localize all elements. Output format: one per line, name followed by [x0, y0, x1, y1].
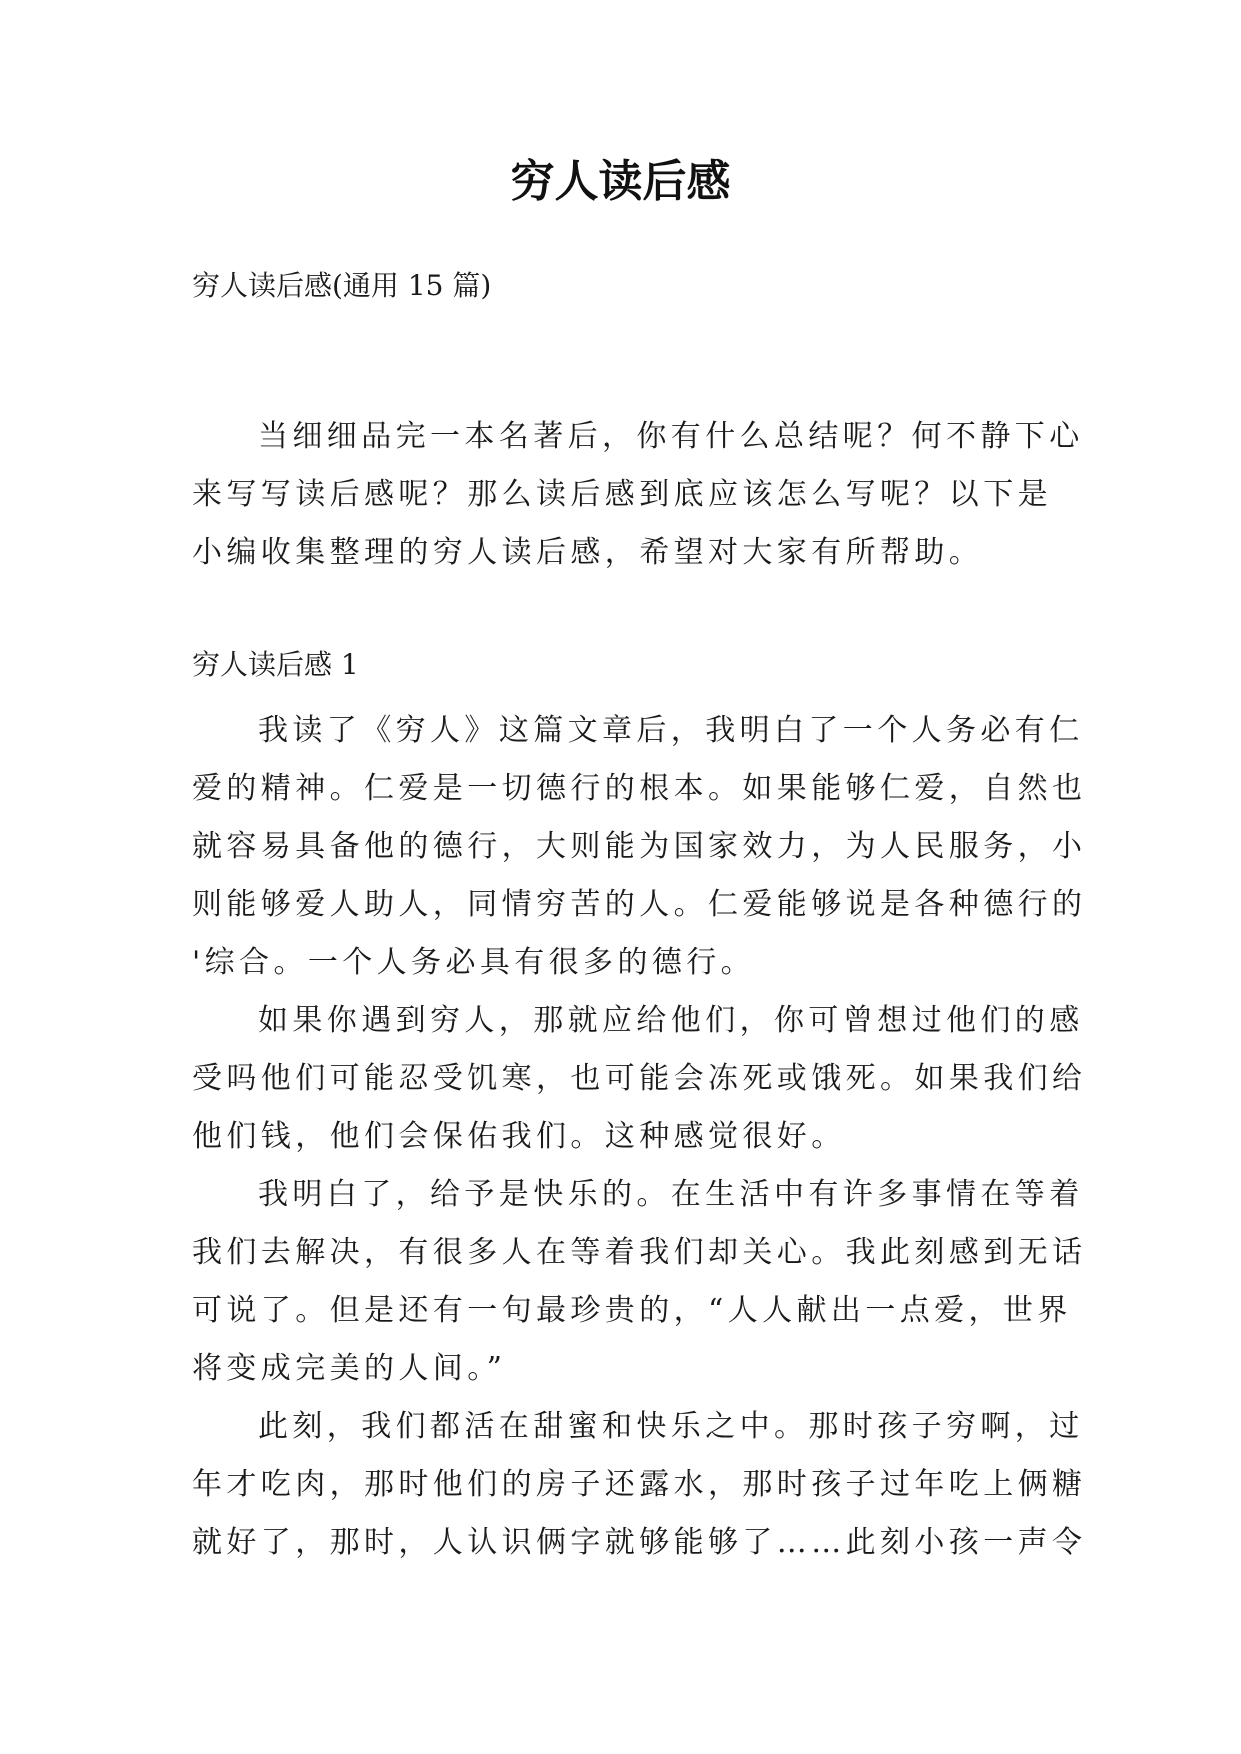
intro-line: 当细细品完一本名著后，你有什么总结呢？何不静下心 [258, 419, 1084, 454]
paragraph-line: 可说了。但是还有一句最珍贵的，“人人献出一点爱，世界 [192, 1293, 1072, 1328]
paragraph-line: 爱的精神。仁爱是一切德行的根本。如果能够仁爱，自然也 [192, 771, 1087, 806]
body-paragraph [192, 1398, 1087, 1572]
document-title: 穷人读后感 [510, 156, 731, 207]
intro-line: 小编收集整理的穷人读后感，希望对大家有所帮助。 [192, 535, 984, 570]
body-paragraph [192, 702, 1087, 992]
body-paragraph [192, 1166, 1087, 1398]
paragraph-line: 我明白了，给予是快乐的。在生活中有许多事情在等着 [258, 1177, 1084, 1212]
paragraph-line: 年才吃肉，那时他们的房子还露水，那时孩子过年吃上俩糖 [192, 1467, 1087, 1502]
paragraph-line: 就容易具备他的德行，大则能为国家效力，为人民服务，小 [192, 829, 1087, 864]
paragraph-line: '综合。一个人务必具有很多的德行。 [192, 945, 756, 980]
paragraph-line: 我们去解决，有很多人在等着我们却关心。我此刻感到无话 [192, 1235, 1087, 1270]
section-body [192, 702, 1087, 1572]
paragraph-line: 受吗他们可能忍受饥寒，也可能会冻死或饿死。如果我们给 [192, 1061, 1087, 1096]
paragraph-line: 如果你遇到穷人，那就应给他们，你可曾想过他们的感 [258, 1003, 1084, 1038]
paragraph-line: 将变成完美的人间。” [192, 1351, 507, 1386]
body-paragraph [192, 992, 1087, 1166]
intro-line: 来写写读后感呢？那么读后感到底应该怎么写呢？以下是 [192, 477, 1052, 512]
paragraph-line: 则能够爱人助人，同情穷苦的人。仁爱能够说是各种德行的 [192, 887, 1087, 922]
paragraph-line: 我读了《穷人》这篇文章后，我明白了一个人务必有仁 [258, 713, 1084, 748]
intro-paragraph [192, 408, 1084, 582]
document-subtitle: 穷人读后感(通用 15 篇) [192, 269, 492, 302]
paragraph-line: 他们钱，他们会保佑我们。这种感觉很好。 [192, 1119, 846, 1154]
paragraph-line: 就好了，那时，人认识俩字就够能够了……此刻小孩一声令 [192, 1525, 1087, 1560]
paragraph-line: 此刻，我们都活在甜蜜和快乐之中。那时孩子穷啊，过 [258, 1409, 1084, 1444]
section-heading: 穷人读后感 1 [192, 648, 359, 681]
